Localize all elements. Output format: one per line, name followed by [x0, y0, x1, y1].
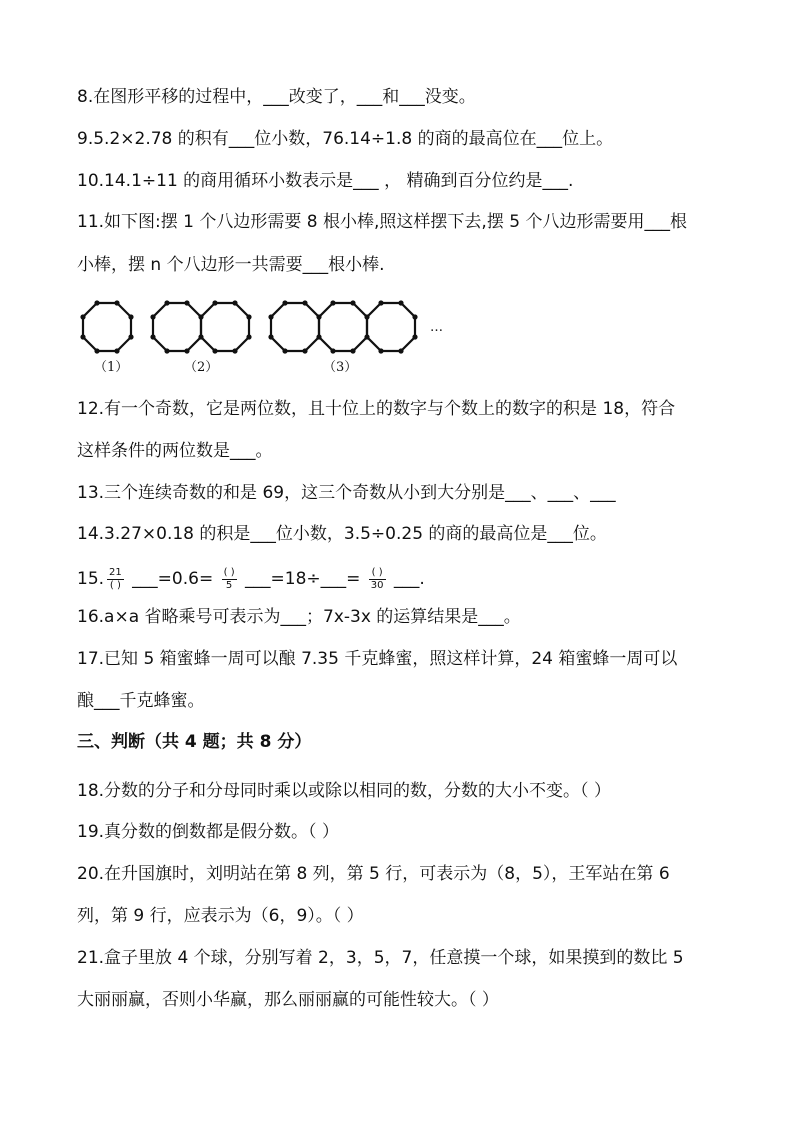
fraction-2-numerator: ( ): [223, 566, 235, 578]
fraction-3: [369, 567, 386, 592]
question-20-line-2: 列，第 9 行，应表示为（6，9）。（ ）: [77, 906, 364, 926]
question-15: [77, 562, 425, 596]
octagon-group-1-vertices: [80, 300, 133, 353]
octagon: [201, 303, 249, 351]
figure-label-2: （2）: [184, 360, 219, 375]
fraction-3-denominator: 30: [370, 579, 384, 591]
octagon: [367, 303, 415, 351]
fraction-2-denominator: 5: [225, 579, 233, 591]
question-16: 16.a×a 省略乘号可表示为___；7x-3x 的运算结果是___。: [77, 607, 521, 627]
question-20-line-1: 20.在升国旗时，刘明站在第 8 列，第 5 行，可表示为（8，5），王军站在第 6: [77, 864, 670, 884]
section-3-title: 三、判断（共 4 题；共 8 分）: [77, 732, 312, 752]
question-13: 13.三个连续奇数的和是 69，这三个奇数从小到大分别是___、___、___: [77, 483, 616, 503]
question-19: 19.真分数的倒数都是假分数。（ ）: [77, 822, 339, 842]
figure-ellipsis: …: [430, 320, 443, 335]
figure-label-1: （1）: [94, 360, 129, 375]
question-12-line-2: 这样条件的两位数是___。: [77, 441, 273, 461]
octagon-group-1: [83, 303, 131, 351]
question-11-line-1: 11.如下图:摆 1 个八边形需要 8 根小棒,照这样摆下去,摆 5 个八边形需要用___根: [77, 212, 687, 232]
question-21-line-1: 21.盒子里放 4 个球，分别写着 2，3，5，7，任意摸一个球，如果摸到的数比 5: [77, 948, 684, 968]
octagon: [83, 303, 131, 351]
q15-part-2: ___=18÷___=: [239, 569, 366, 589]
fraction-1-denominator: ( ): [109, 579, 121, 591]
fraction-1-numerator: 21: [109, 566, 122, 578]
q15-prefix: 15.: [77, 569, 105, 589]
octagon: [319, 303, 367, 351]
question-18: 18.分数的分子和分母同时乘以或除以相同的数，分数的大小不变。（ ）: [77, 781, 611, 801]
q15-part-3: ___.: [388, 569, 425, 589]
fraction-1: [107, 567, 124, 592]
fraction-2: [222, 567, 237, 592]
question-12-line-1: 12.有一个奇数，它是两位数，且十位上的数字与个数上的数字的积是 18，符合: [77, 399, 676, 419]
question-17-line-1: 17.已知 5 箱蜜蜂一周可以酿 7.35 千克蜂蜜，照这样计算，24 箱蜜蜂一周可以: [77, 649, 678, 669]
question-9: 9.5.2×2.78 的积有___位小数，76.14÷1.8 的商的最高位在___位上。: [77, 129, 614, 149]
octagon: [271, 303, 319, 351]
octagon: [153, 303, 201, 351]
question-21-line-2: 大丽丽赢，否则小华赢，那么丽丽赢的可能性较大。（ ）: [77, 990, 499, 1010]
question-10: 10.14.1÷11 的商用循环小数表示是___ ， 精确到百分位约是___.: [77, 171, 574, 191]
question-14: 14.3.27×0.18 的积是___位小数，3.5÷0.25 的商的最高位是___位。: [77, 524, 607, 544]
question-17-line-2: 酿___千克蜂蜜。: [77, 691, 205, 711]
octagon-group-3-vertices: [268, 300, 417, 353]
question-11-line-2: 小棒，摆 n 个八边形一共需要___根小棒.: [77, 255, 385, 275]
octagon-group-3: [271, 303, 415, 351]
q15-part-1: ___=0.6=: [126, 569, 219, 589]
figure-label-3: （3）: [323, 360, 358, 375]
octagon-group-2: [153, 303, 249, 351]
question-8: 8.在图形平移的过程中，___改变了，___和___没变。: [77, 87, 476, 107]
fraction-3-numerator: ( ): [369, 567, 386, 580]
octagon-figure: [80, 295, 450, 380]
